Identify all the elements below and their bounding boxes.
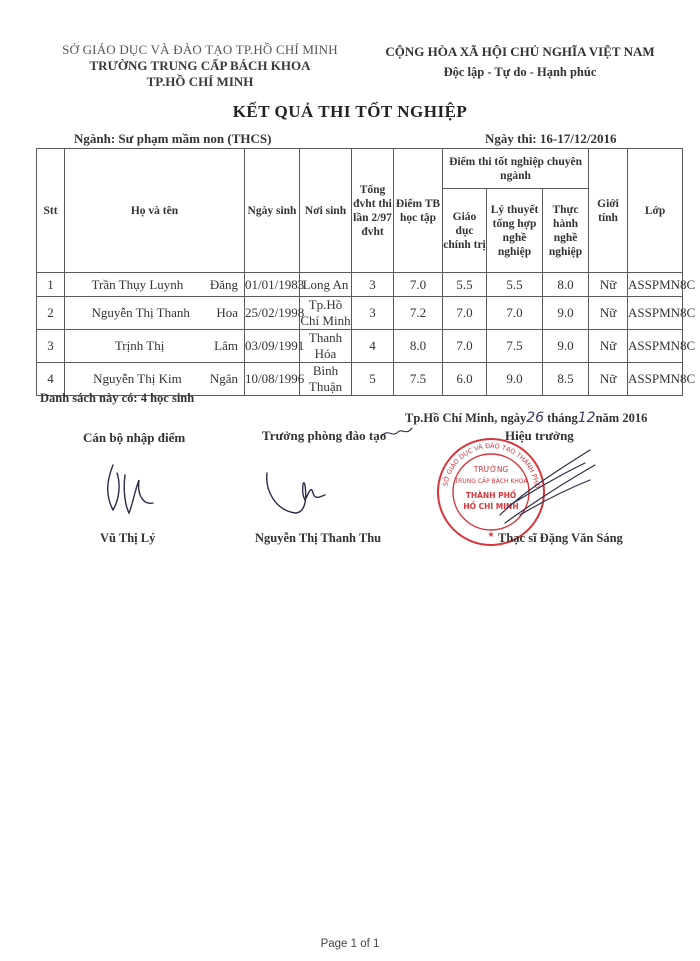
national-motto: Độc lập - Tự do - Hạnh phúc <box>443 65 597 79</box>
theory-cell: 5.5 <box>487 273 543 297</box>
header-gender: Giới tính <box>589 149 628 273</box>
signature-2-image <box>255 455 335 525</box>
last-name: Trần Thụy Luynh <box>91 276 184 292</box>
student-count: Danh sách này có: 4 học sinh <box>40 391 195 405</box>
signer-1-title: Cán bộ nhập điểm <box>83 430 186 445</box>
header-name: Họ và tên <box>65 149 245 273</box>
politics-cell: 6.0 <box>443 363 487 396</box>
first-name: Đăng <box>209 276 238 292</box>
table-row <box>37 297 683 330</box>
last-name: Nguyễn Thị Thanh <box>91 305 190 320</box>
stt-cell: 4 <box>37 363 65 396</box>
gpa-cell: 7.2 <box>394 297 443 330</box>
gender-cell: Nữ <box>589 330 628 363</box>
class-cell: ASSPMN8C <box>628 363 683 396</box>
svg-text:★: ★ <box>487 530 495 539</box>
national-title: CỘNG HÒA XÃ HỘI CHỦ NGHĨA VIỆT NAM <box>385 44 655 59</box>
document-title: KẾT QUẢ THI TỐT NGHIỆP <box>232 102 468 121</box>
date-month: 12 <box>577 410 596 426</box>
signature-3-image <box>490 445 600 535</box>
gender-cell: Nữ <box>589 297 628 330</box>
signer-1-name: Vũ Thị Lý <box>100 531 156 545</box>
stt-cell: 2 <box>37 297 65 330</box>
header-class: Lớp <box>628 149 683 273</box>
header-theory: Lý thuyết tổng hợp nghề nghiệp <box>487 189 543 273</box>
header-dob: Ngày sinh <box>245 149 300 273</box>
practice-cell: 8.0 <box>543 273 589 297</box>
gpa-cell: 7.5 <box>394 363 443 396</box>
header-gpa: Điểm TB học tập <box>394 149 443 273</box>
date-prefix: Tp.Hồ Chí Minh, ngày <box>405 411 527 425</box>
name-cell <box>65 273 245 297</box>
header-practice: Thực hành nghề nghiệp <box>543 189 589 273</box>
gpa-cell: 7.0 <box>394 273 443 297</box>
gender-cell: Nữ <box>589 363 628 396</box>
national-header <box>360 42 680 82</box>
table-row <box>37 330 683 363</box>
exam-date: Ngày thi: 16-17/12/2016 <box>485 131 617 146</box>
stt-cell: 1 <box>37 273 65 297</box>
name-cell <box>65 330 245 363</box>
birthplace-cell: Long An <box>300 273 352 297</box>
birthplace-cell: Tp.Hồ Chí Minh <box>300 297 351 328</box>
major-label: Ngành: Sư phạm mầm non (THCS) <box>74 131 272 146</box>
svg-text:THÀNH PHỐ: THÀNH PHỐ <box>465 491 517 500</box>
class-cell: ASSPMN8C <box>628 330 683 363</box>
signer-3-name: Thạc sĩ Đặng Văn Sáng <box>498 531 623 545</box>
practice-cell: 9.0 <box>543 297 589 330</box>
header-politics: Giáo dục chính trị <box>443 189 487 273</box>
results-table <box>36 148 696 396</box>
svg-text:HỒ CHÍ MINH: HỒ CHÍ MINH <box>463 502 519 511</box>
dob-cell: 03/09/1991 <box>245 330 300 363</box>
date-year: năm 2016 <box>595 411 648 425</box>
class-cell: ASSPMN8C <box>628 273 683 297</box>
date-day: 26 <box>526 410 545 426</box>
signer-3-title: Hiệu trưởng <box>505 428 574 443</box>
birthplace-cell: Thanh Hóa <box>300 330 352 363</box>
department-name: SỞ GIÁO DỤC VÀ ĐÀO TẠO TP.HỒ CHÍ MINH <box>62 42 338 57</box>
credits-cell: 3 <box>352 273 394 297</box>
first-name: Lâm <box>214 338 238 353</box>
politics-cell: 5.5 <box>443 273 487 297</box>
school-name: TRƯỜNG TRUNG CẤP BÁCH KHOA <box>89 58 311 73</box>
gpa-cell: 8.0 <box>394 330 443 363</box>
stt-cell: 3 <box>37 330 65 363</box>
class-cell: ASSPMN8C <box>628 297 683 330</box>
signer-2-title: Trưởng phòng đào tạo <box>262 428 387 443</box>
header-credits: Tổng đvht thi lần 2/97 đvht <box>352 149 394 273</box>
header-birthplace: Nơi sinh <box>300 149 352 273</box>
signer-2-name: Nguyễn Thị Thanh Thu <box>255 531 382 545</box>
credits-cell: 3 <box>352 297 394 330</box>
header-exam-group: Điểm thi tốt nghiệp chuyên ngành <box>443 149 589 189</box>
politics-cell: 7.0 <box>443 330 487 363</box>
dob-cell: 10/08/1996 <box>245 363 300 396</box>
signing-date <box>405 410 647 426</box>
politics-cell: 7.0 <box>443 297 487 330</box>
practice-cell: 8.5 <box>543 363 589 396</box>
header-stt: Stt <box>37 149 65 273</box>
credits-cell: 5 <box>352 363 394 396</box>
school-city: TP.HỒ CHÍ MINH <box>146 74 254 89</box>
date-month-label: tháng <box>547 411 578 425</box>
page-number: Page 1 of 1 <box>320 938 380 950</box>
svg-text:TRUNG CẤP BÁCH KHOA: TRUNG CẤP BÁCH KHOA <box>454 478 528 485</box>
svg-text:SỞ GIÁO DỤC VÀ ĐÀO TẠO THÀNH P: SỞ GIÁO DỤC VÀ ĐÀO TẠO THÀNH PHỐ <box>441 441 541 489</box>
initials-mark <box>380 422 416 442</box>
practice-cell: 9.0 <box>543 330 589 363</box>
last-name: Trịnh Thị <box>114 338 165 353</box>
table-row <box>37 273 683 297</box>
theory-cell: 7.0 <box>487 297 543 330</box>
first-name: Hoa <box>216 305 238 320</box>
dob-cell: 01/01/1983 <box>245 273 300 297</box>
signature-1-image <box>95 455 175 525</box>
svg-text:TRƯỜNG: TRƯỜNG <box>473 465 509 474</box>
last-name: Nguyễn Thị Kim <box>93 371 182 386</box>
theory-cell: 9.0 <box>487 363 543 396</box>
theory-cell: 7.5 <box>487 330 543 363</box>
first-name: Ngân <box>209 371 238 386</box>
gender-cell: Nữ <box>589 273 628 297</box>
dob-cell: 25/02/1998 <box>245 297 300 330</box>
credits-cell: 4 <box>352 330 394 363</box>
school-header <box>40 42 360 90</box>
birthplace-cell: Bình Thuận <box>300 363 352 396</box>
name-cell <box>65 297 245 330</box>
